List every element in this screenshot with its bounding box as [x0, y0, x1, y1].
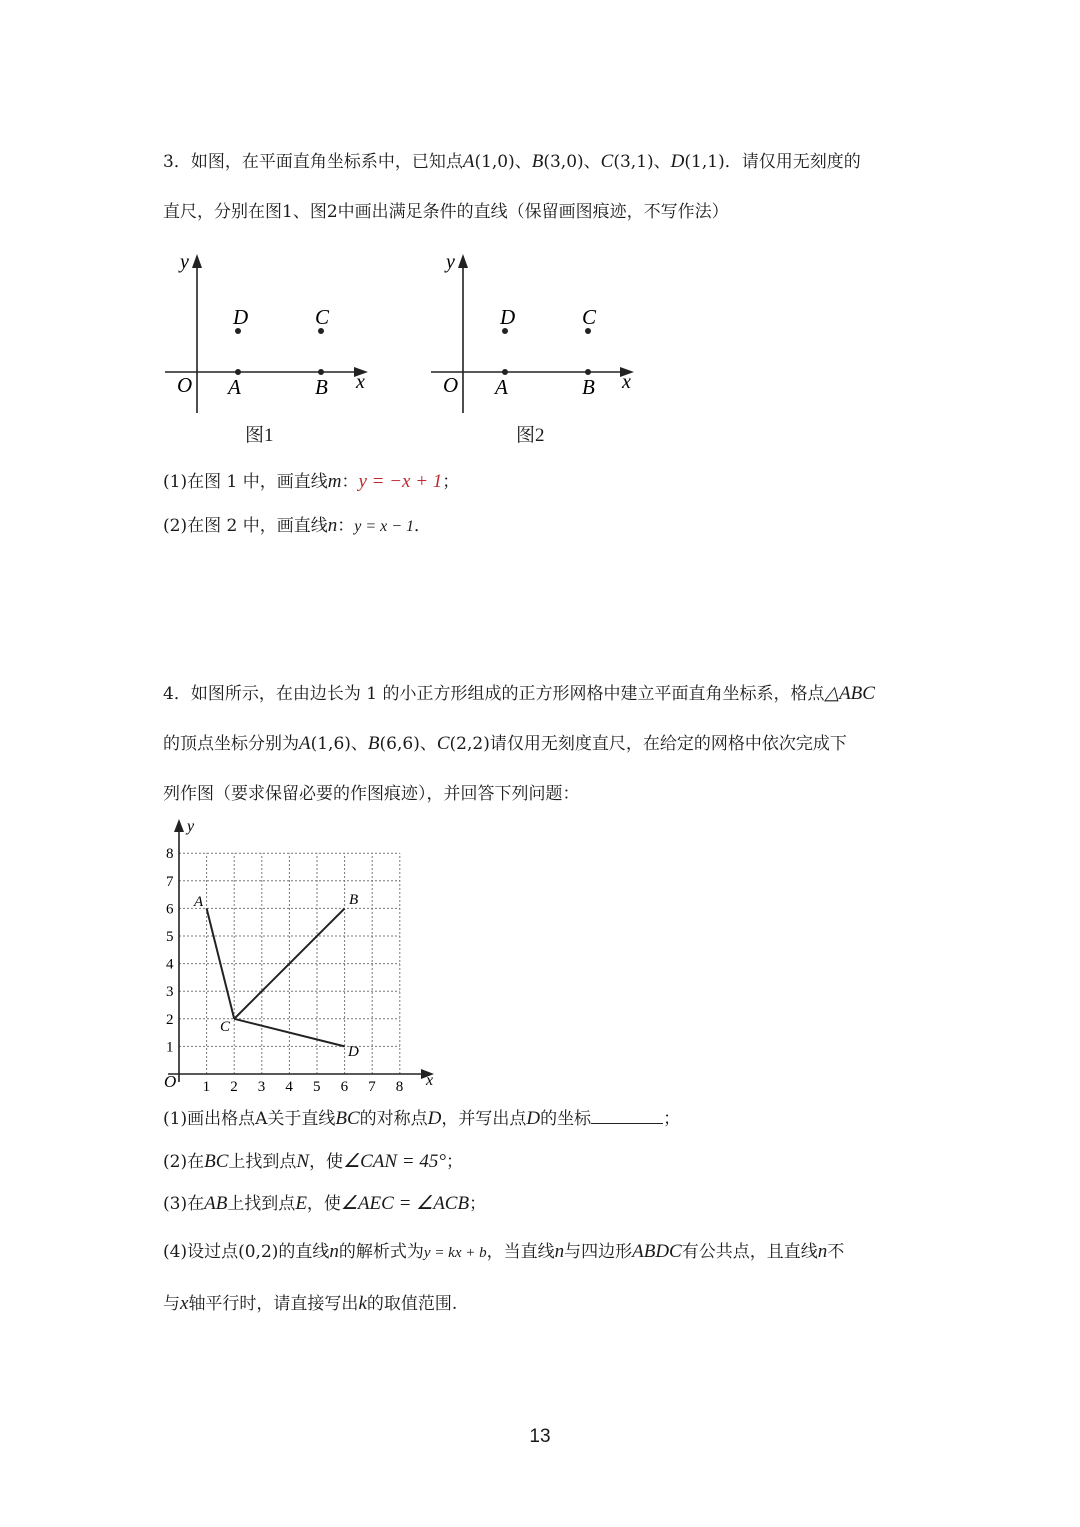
- var-x: x: [180, 1293, 189, 1314]
- label-a: A: [228, 375, 241, 399]
- part-text: ，使: [306, 1194, 341, 1214]
- separator: 、: [350, 734, 368, 754]
- x-tick-label: 8: [395, 1079, 404, 1095]
- q4-part-4b: [163, 1292, 457, 1316]
- angle-aec: ∠AEC = ∠ACB: [340, 1193, 470, 1214]
- q4-part-3: [163, 1192, 486, 1216]
- origin-label: O: [443, 373, 459, 397]
- x-tick-label: 5: [313, 1079, 321, 1095]
- point-d: D: [526, 1108, 541, 1129]
- y-tick-label: 1: [166, 1039, 174, 1056]
- caption-figure-1: 图1: [245, 425, 274, 446]
- y-axis-arrow-icon: [458, 254, 468, 268]
- part-text: 的取值范围.: [366, 1294, 458, 1314]
- part-text: 与四边形: [564, 1242, 633, 1262]
- part-text: ，当直线: [486, 1242, 555, 1262]
- part-text: 上找到点: [228, 1152, 297, 1172]
- end-punct: ；: [445, 1152, 463, 1172]
- label-a: A: [495, 375, 508, 399]
- point-b-label: B: [531, 151, 544, 172]
- y-tick-label: 8: [166, 846, 174, 863]
- q4-line3: 列作图（要求保留必要的作图痕迹），并回答下列问题：: [163, 784, 580, 804]
- y-tick-label: 2: [166, 1011, 174, 1028]
- label-d: D: [500, 305, 516, 329]
- x-tick-label: 1: [202, 1079, 211, 1095]
- label-d: D: [233, 305, 249, 329]
- point-c-coord: (2,2): [449, 734, 490, 754]
- point-c-label: C: [600, 151, 614, 172]
- point-coord: (0,2): [238, 1242, 279, 1262]
- part-text: (2)在图 2 中，画直线: [163, 516, 328, 536]
- triangle-abc: △ABC: [824, 683, 875, 704]
- x-tick-label: 2: [230, 1079, 238, 1095]
- point-d: D: [427, 1108, 442, 1129]
- point-n: N: [296, 1151, 310, 1172]
- origin-label: O: [164, 1072, 177, 1091]
- separator: 、: [419, 734, 437, 754]
- end-punct: ；: [469, 1194, 487, 1214]
- part-text: 的对称点: [359, 1109, 428, 1129]
- q4-tail-text: 请仅用无刻度直尺，在给定的网格中依次完成下: [489, 734, 847, 754]
- point-d-coord: (1,1): [684, 152, 725, 172]
- label-b: B: [349, 892, 359, 908]
- line-n: n: [554, 1241, 565, 1262]
- point-a-coord: (1,0): [474, 152, 515, 172]
- end-punct: ；: [663, 1109, 681, 1129]
- y-tick-label: 4: [166, 956, 174, 973]
- line-n: n: [817, 1241, 828, 1262]
- point-a-coord: (1,6): [310, 734, 351, 754]
- caption-figure-2: 图2: [516, 425, 545, 446]
- separator: 、: [653, 152, 671, 172]
- q4-grid-figure: [160, 815, 450, 1095]
- q4-line1: [163, 682, 875, 706]
- y-tick-labels: [166, 846, 174, 1055]
- separator: 、: [514, 152, 532, 172]
- label-b: B: [582, 375, 595, 399]
- part-text: (4)设过点: [163, 1242, 239, 1262]
- point-b-coord: (6,6): [379, 734, 420, 754]
- part-text: (1)画出格点A关于直线: [163, 1109, 336, 1129]
- y-tick-label: 6: [166, 901, 174, 918]
- part-text: (3)在: [163, 1194, 205, 1214]
- y-axis-label: y: [187, 818, 195, 835]
- y-axis-label: y: [446, 251, 455, 273]
- y-axis-label: y: [180, 251, 189, 273]
- end-punct: ．: [414, 516, 432, 536]
- label-c: C: [315, 305, 330, 329]
- q4-lead-text: 4．如图所示，在由边长为 1 的小正方形组成的正方形网格中建立平面直角坐标系，格点: [163, 684, 825, 704]
- line-bc: BC: [204, 1151, 229, 1172]
- label-d: D: [348, 1044, 359, 1060]
- point-b-coord: (3,0): [543, 152, 584, 172]
- q3-part-2: [163, 514, 431, 539]
- q3-lead-text: 3．如图，在平面直角坐标系中，已知点: [163, 152, 463, 172]
- part-text: 有公共点，且直线: [681, 1242, 818, 1262]
- point-d-label: D: [670, 151, 685, 172]
- var-k: k: [358, 1293, 367, 1314]
- point-c-coord: (3,1): [613, 152, 654, 172]
- end-punct: ；: [442, 472, 460, 492]
- x-tick-label: 6: [340, 1079, 349, 1095]
- segment-ac: [207, 908, 235, 1018]
- x-tick-label: 4: [285, 1079, 293, 1095]
- equation: y = kx + b: [423, 1245, 487, 1261]
- y-tick-label: 3: [166, 984, 174, 1001]
- point-a-label: A: [299, 733, 311, 754]
- x-axis-label: x: [426, 1072, 434, 1089]
- part-text: 轴平行时，请直接写出: [188, 1294, 359, 1314]
- part-text: 与: [163, 1294, 180, 1314]
- page-number: 13: [529, 1426, 551, 1447]
- line-n: n: [329, 1241, 339, 1262]
- q3-figure-2: [426, 248, 646, 418]
- part-text: ，使: [309, 1152, 344, 1172]
- part-text: ，并写出点: [441, 1109, 527, 1129]
- q3-line1: [163, 150, 861, 174]
- y-axis-arrow-icon: [174, 819, 184, 832]
- line-bc: BC: [335, 1108, 360, 1129]
- y-tick-label: 5: [166, 929, 174, 945]
- label-c: C: [582, 305, 597, 329]
- line-var-n: n: [327, 515, 338, 536]
- quad-abdc: ABDC: [632, 1241, 682, 1262]
- part-text: (1)在图 1 中，画直线: [163, 472, 328, 492]
- x-tick-label: 7: [368, 1079, 376, 1095]
- q4-part-1: [163, 1107, 680, 1131]
- q3-figure-1: [160, 248, 380, 418]
- point-e: E: [295, 1193, 307, 1214]
- y-tick-label: 7: [166, 873, 174, 890]
- line-ab: AB: [204, 1193, 228, 1214]
- q4-part-2: [163, 1150, 463, 1174]
- origin-label: O: [177, 373, 193, 397]
- x-tick-label: 3: [257, 1079, 266, 1095]
- separator: 、: [583, 152, 601, 172]
- y-axis-arrow-icon: [192, 254, 202, 268]
- label-b: B: [315, 375, 328, 399]
- x-axis-label: x: [356, 371, 365, 393]
- point-c-label: C: [436, 733, 450, 754]
- equation-n: y = x − 1: [354, 518, 415, 535]
- q4-line2: [163, 732, 847, 756]
- angle-can: ∠CAN = 45°: [343, 1151, 446, 1172]
- answer-blank[interactable]: [591, 1107, 663, 1124]
- part-text: (2)在: [163, 1152, 205, 1172]
- equation-m: y = −x + 1: [358, 471, 443, 492]
- label-a: A: [194, 894, 204, 910]
- x-tick-labels: [203, 1079, 404, 1095]
- part-text: 不: [827, 1242, 845, 1262]
- colon: ：: [341, 472, 359, 492]
- part-text: 上找到点: [227, 1194, 296, 1214]
- line-var-m: m: [327, 471, 342, 492]
- part-text: 的解析式为: [338, 1242, 424, 1262]
- part-text: 的直线: [278, 1242, 330, 1262]
- point-a-label: A: [462, 151, 475, 172]
- q4-lead2-text: 的顶点坐标分别为: [163, 734, 299, 754]
- q4-part-4: [163, 1240, 844, 1265]
- q3-line2: 直尺，分别在图1、图2中画出满足条件的直线（保留画图痕迹，不写作法）: [163, 202, 729, 222]
- q3-tail-text: ．请仅用无刻度的: [724, 152, 861, 172]
- colon: ：: [337, 516, 355, 536]
- segment-cd: [234, 1019, 344, 1047]
- label-c: C: [220, 1019, 231, 1035]
- part-text: 的坐标: [540, 1109, 592, 1129]
- x-axis-label: x: [622, 371, 631, 393]
- q3-part-1: [163, 470, 459, 494]
- point-b-label: B: [367, 733, 380, 754]
